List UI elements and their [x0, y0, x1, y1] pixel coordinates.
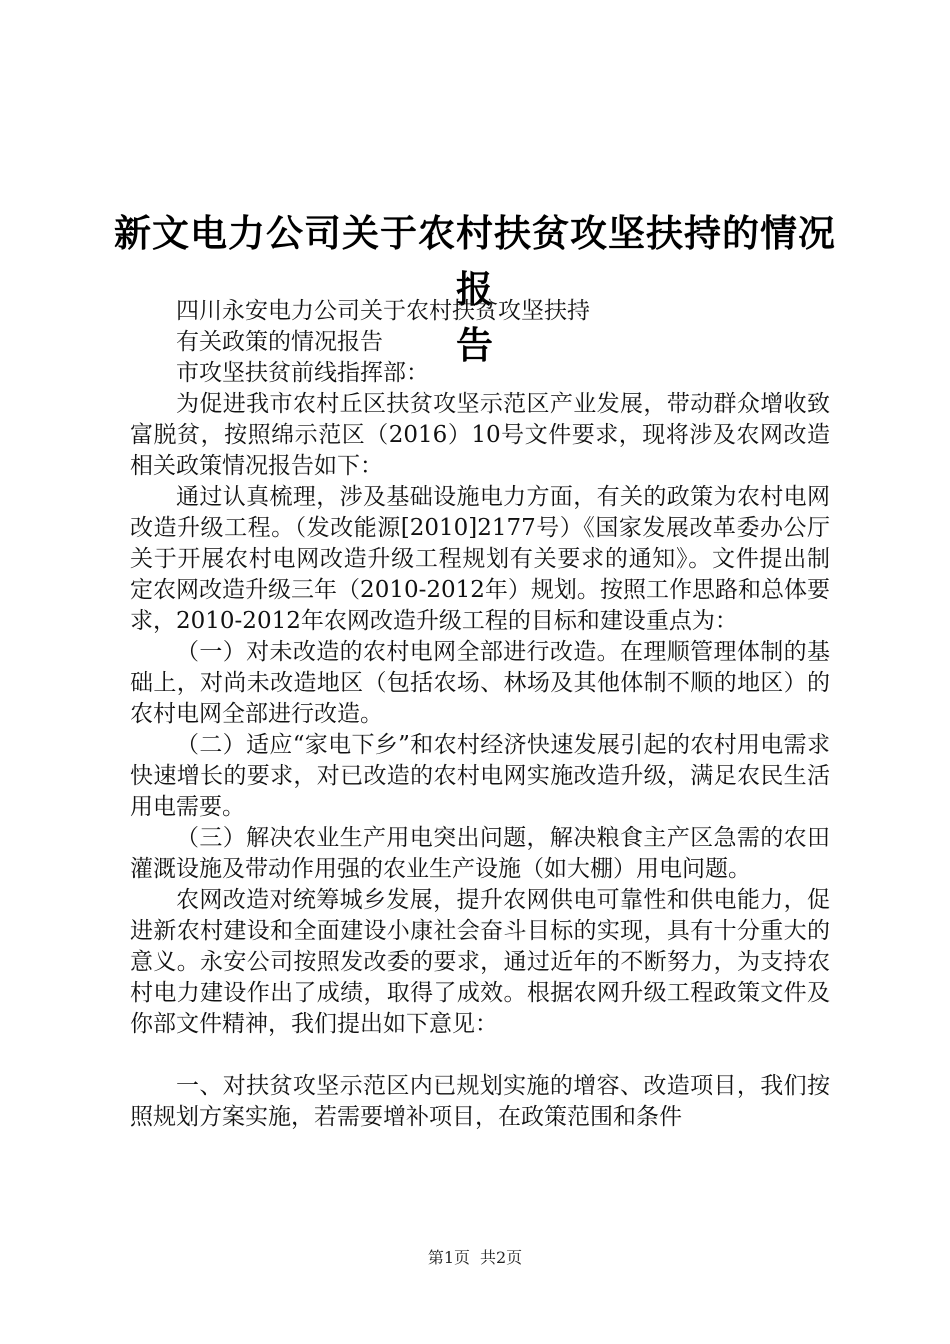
page-total: 共2页 — [480, 1248, 523, 1267]
title-line-2: 告 — [456, 322, 494, 367]
paragraph: 通过认真梳理，涉及基础设施电力方面，有关的政策为农村电网改造升级工程。（发改能源[2010]2177号）《国家发展改革委办公厅关于开展农村电网改造升级工程规划有关要求的通知》。文件提出制定农网改造升级三年（2010-2012年）规划。按照工作思路和总体要求，2010-2012年农网改造升级工程的目标和建设重点为： — [130, 484, 830, 634]
list-item: （二）适应“家电下乡”和农村经济快速发展引起的农村用电需求快速增长的要求，对已改造的农村电网实施改造升级，满足农民生活用电需要。 — [130, 732, 830, 820]
addressee: 市攻坚扶贫前线指挥部： — [176, 360, 429, 386]
list-item: （一）对未改造的农村电网全部进行改造。在理顺管理体制的基础上，对尚未改造地区（包括农场、林场及其他体制不顺的地区）的农村电网全部进行改造。 — [130, 639, 830, 727]
page-number: 第1页 — [427, 1248, 470, 1267]
list-item: （三）解决农业生产用电突出问题，解决粮食主产区急需的农田灌溉设施及带动作用强的农业生产设施（如大棚）用电问题。 — [130, 825, 830, 882]
paragraph: 一、对扶贫攻坚示范区内已规划实施的增容、改造项目，我们按照规划方案实施，若需要增补项目，在政策范围和条件 — [130, 1073, 830, 1130]
page-footer — [0, 1245, 950, 1268]
document-body — [130, 296, 830, 1133]
subtitle-line-1: 四川永安电力公司关于农村扶贫攻坚扶持 — [176, 298, 590, 324]
paragraph: 为促进我市农村丘区扶贫攻坚示范区产业发展，带动群众增收致富脱贫，按照绵示范区（2016）10号文件要求，现将涉及农网改造相关政策情况报告如下： — [130, 391, 830, 479]
title-line-1: 新文电力公司关于农村扶贫攻坚扶持的情况报 — [114, 210, 836, 311]
paragraph: 农网改造对统筹城乡发展，提升农网供电可靠性和供电能力，促进新农村建设和全面建设小康社会奋斗目标的实现，具有十分重大的意义。永安公司按照发改委的要求，通过近年的不断努力，为支持农村电力建设作出了成绩，取得了成效。根据农网升级工程政策文件及你部文件精神，我们提出如下意见： — [130, 887, 830, 1037]
subtitle-line-2: 有关政策的情况报告 — [176, 329, 383, 355]
